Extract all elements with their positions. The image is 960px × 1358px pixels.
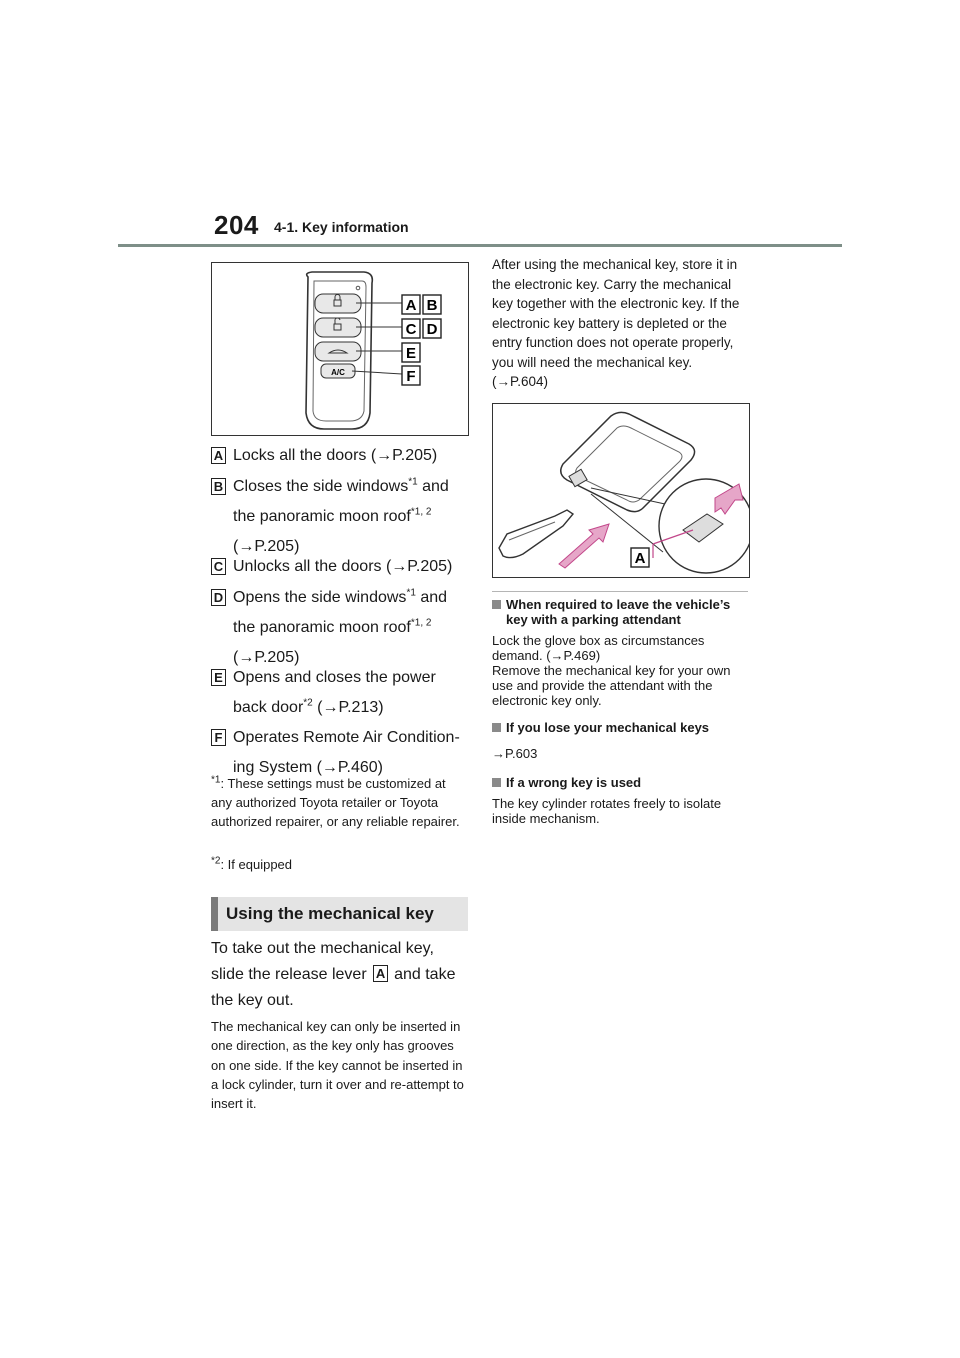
legend-label: E [211, 669, 226, 686]
fig1-label-e: E [405, 345, 417, 362]
legend-label: A [211, 447, 226, 464]
legend-text: and [415, 589, 448, 606]
legend-text: (→P.205) [233, 538, 300, 555]
mech-key-instructions [211, 935, 473, 1015]
page-number: 204 [214, 210, 259, 240]
instruction-line: the key out. [211, 992, 294, 1009]
footnote-ref: *2 [303, 697, 313, 709]
legend-text: (→P.213) [312, 699, 384, 716]
footnote-text: : These settings must be customized at any authorized Toyota retailer or Toyota authorized repairer, or any reliable repairer. [211, 776, 460, 829]
footnote-ref: *1 [406, 587, 416, 599]
footnote-ref: *1, 2 [410, 506, 432, 518]
footnote-mark: *1 [211, 774, 221, 786]
section-heading: Using the mechanical key [211, 897, 468, 931]
fig1-label-c: C [405, 321, 417, 338]
mech-key-note: The mechanical key can only be inserted in one direction, as the key only has grooves on one side. If the key cannot be inserted in a lock cylinder, turn it over and re-attempt to insert it. [211, 1019, 464, 1112]
smart-key-figure [211, 262, 469, 436]
section-title: 4-1. Key information [274, 219, 409, 235]
legend-text: Unlocks all the doors (→P.205) [233, 558, 453, 575]
mechanical-key-illustration [493, 404, 749, 577]
legend-text: back door [233, 699, 304, 716]
subheading-text: If you lose your mechanical keys [506, 720, 710, 735]
fig1-label-f: F [406, 368, 416, 385]
header-rule [118, 244, 842, 247]
instruction-line: To take out the mechanical key, [211, 940, 434, 957]
fig1-label-d: D [426, 321, 438, 338]
footnote-1 [211, 774, 467, 831]
legend-text: ing System (→P.460) [233, 759, 383, 776]
divider [492, 591, 748, 592]
legend-text: the panoramic moon roof [233, 619, 411, 636]
smart-key-illustration [212, 263, 468, 435]
subheading-text: When required to leave the vehicle’s key with a parking attendant [506, 597, 731, 627]
legend-label: C [211, 558, 226, 575]
section-body: The key cylinder rotates freely to isolate inside mechanism. [492, 796, 722, 827]
instruction-line: and take [394, 966, 456, 983]
legend-text: and [417, 478, 449, 495]
footnote-ref: *1 [408, 476, 418, 488]
subheading-lose-keys [492, 720, 748, 735]
footnote-ref: *1, 2 [410, 617, 432, 629]
footnote-text: : If equipped [220, 857, 293, 872]
subheading-text: If a wrong key is used [506, 775, 642, 791]
legend-text: Locks all the doors (→P.205) [233, 447, 438, 464]
section-body: →P.603 [492, 746, 538, 761]
legend-label: B [211, 478, 226, 495]
legend-text: Opens and closes the power [233, 669, 436, 686]
legend-label: F [211, 729, 226, 746]
inline-label: A [373, 965, 388, 982]
footnote-mark: *2 [211, 855, 221, 867]
fig1-label-b: B [426, 297, 438, 314]
legend-text: (→P.205) [233, 649, 300, 666]
right-intro: After using the mechanical key, store it in the electronic key. Carry the mechanical key together with the electronic key. If the electronic key battery is depleted or the entry function does not operate properly, you will need the mechanical key. (→P.604) [492, 257, 740, 389]
ac-button-text: A/C [331, 368, 345, 377]
fig1-label-a: A [405, 297, 417, 314]
mechanical-key-figure [492, 403, 750, 578]
bullet-square-icon [492, 778, 501, 787]
footnote-2 [211, 855, 467, 874]
subheading-wrong-key [492, 775, 748, 790]
bullet-square-icon [492, 723, 501, 732]
legend-text: Operates Remote Air Condition- [233, 729, 460, 746]
legend-text: the panoramic moon roof [233, 508, 411, 525]
legend-text: Opens the side windows [233, 589, 407, 606]
instruction-line: slide the release lever [211, 966, 367, 983]
legend-label: D [211, 589, 226, 606]
legend-text: Closes the side windows [233, 478, 409, 495]
section-body: Lock the glove box as circumstances demand. (→P.469) Remove the mechanical key for your own use and provide the attendant with the electronic key only. [492, 633, 731, 708]
bullet-square-icon [492, 600, 501, 609]
subheading-parking [492, 597, 748, 627]
fig2-label-a: A [634, 550, 646, 567]
right-sections [492, 597, 748, 826]
